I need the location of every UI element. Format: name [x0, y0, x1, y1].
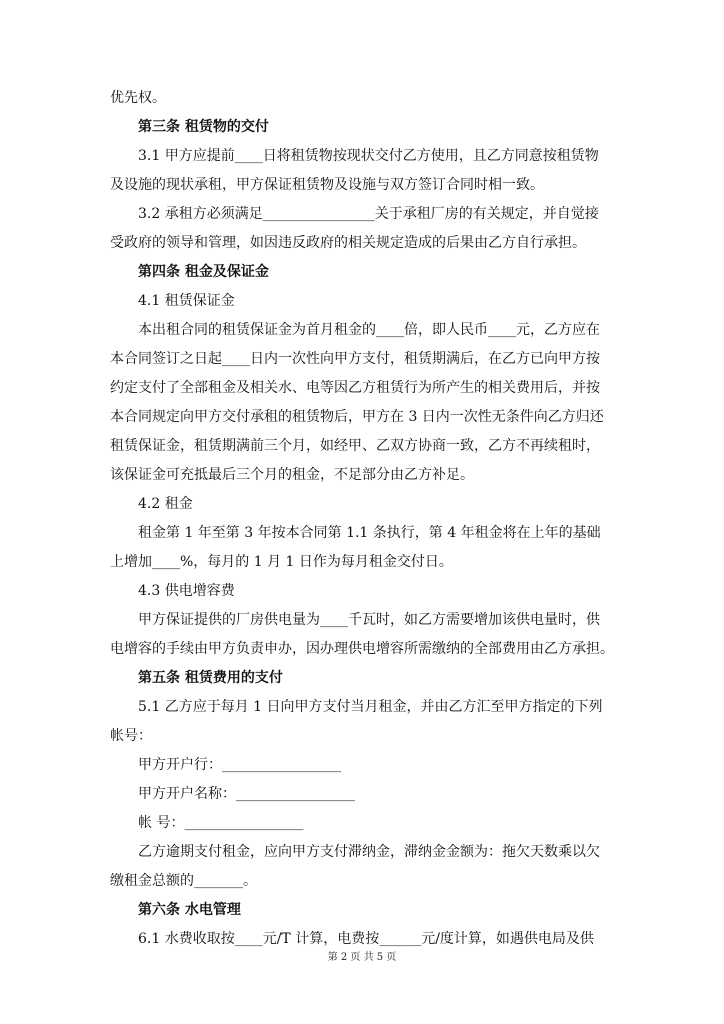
text-line: 5.1 乙方应于每月 1 日向甲方支付当月租金，并由乙方汇至甲方指定的下列	[138, 699, 603, 715]
text-line: 约定支付了全部租金及相关水、电等因乙方租赁行为所产生的相关费用后，并按	[110, 380, 600, 396]
text-line: 帐号：	[110, 728, 152, 744]
text-line: 4.2 租金	[138, 496, 193, 512]
text-line: 本出租合同的租赁保证金为首月租金的____倍，即人民币____元，乙方应在	[138, 322, 600, 338]
section-heading: 第四条 租金及保证金	[138, 264, 269, 280]
section-heading: 第三条 租赁物的交付	[138, 119, 269, 135]
text-line: 4.3 供电增容费	[138, 583, 235, 599]
text-line: 本合同规定向甲方交付承租的租赁物后，甲方在 3 日内一次性无条件向乙方归还	[110, 409, 604, 425]
text-line: 3.1 甲方应提前____日将租赁物按现状交付乙方使用，且乙方同意按租赁物	[138, 148, 599, 164]
text-line: 6.1 水费收取按____元/T 计算，电费按______元/度计算，如遇供电局及供	[138, 931, 594, 947]
text-line: 甲方开户行：_________________	[138, 757, 341, 773]
text-line: 及设施的现状承租，甲方保证租赁物及设施与双方签订合同时相一致。	[110, 177, 544, 193]
text-line: 租赁保证金，租赁期满前三个月，如经甲、乙双方协商一致，乙方不再续租时，	[110, 438, 600, 454]
text-line: 租金第 1 年至第 3 年按本合同第 1.1 条执行，第 4 年租金将在上年的基础	[138, 525, 601, 541]
section-heading: 第六条 水电管理	[138, 902, 241, 918]
text-line: 3.2 承租方必须满足________________关于承租厂房的有关规定，并自觉接	[138, 206, 599, 222]
text-line: 甲方保证提供的厂房供电量为____千瓦时，如乙方需要增加该供电量时，供	[138, 612, 600, 628]
text-line: 受政府的领导和管理，如因违反政府的相关规定造成的后果由乙方自行承担。	[110, 235, 586, 251]
text-line: 乙方逾期支付租金，应向甲方支付滞纳金，滞纳金金额为：拖欠天数乘以欠	[138, 844, 600, 860]
text-line: 帐 号：_________________	[138, 815, 304, 831]
document-body	[110, 84, 616, 954]
text-line: 该保证金可充抵最后三个月的租金，不足部分由乙方补足。	[110, 467, 474, 483]
text-line: 本合同签订之日起____日内一次性向甲方支付，租赁期满后，在乙方已向甲方按	[110, 351, 600, 367]
text-line: 上增加____%，每月的 1 月 1 日作为每月租金交付日。	[110, 554, 453, 570]
section-heading: 第五条 租赁费用的支付	[138, 670, 283, 686]
text-line: 4.1 租赁保证金	[138, 293, 235, 309]
text-line: 缴租金总额的_______。	[110, 873, 257, 889]
text-line: 优先权。	[110, 90, 166, 106]
text-line: 电增容的手续由甲方负责申办，因办理供电增容所需缴纳的全部费用由乙方承担。	[110, 641, 614, 657]
text-line: 甲方开户名称：_________________	[138, 786, 355, 802]
page-footer: 第 2 页 共 5 页	[327, 952, 397, 963]
